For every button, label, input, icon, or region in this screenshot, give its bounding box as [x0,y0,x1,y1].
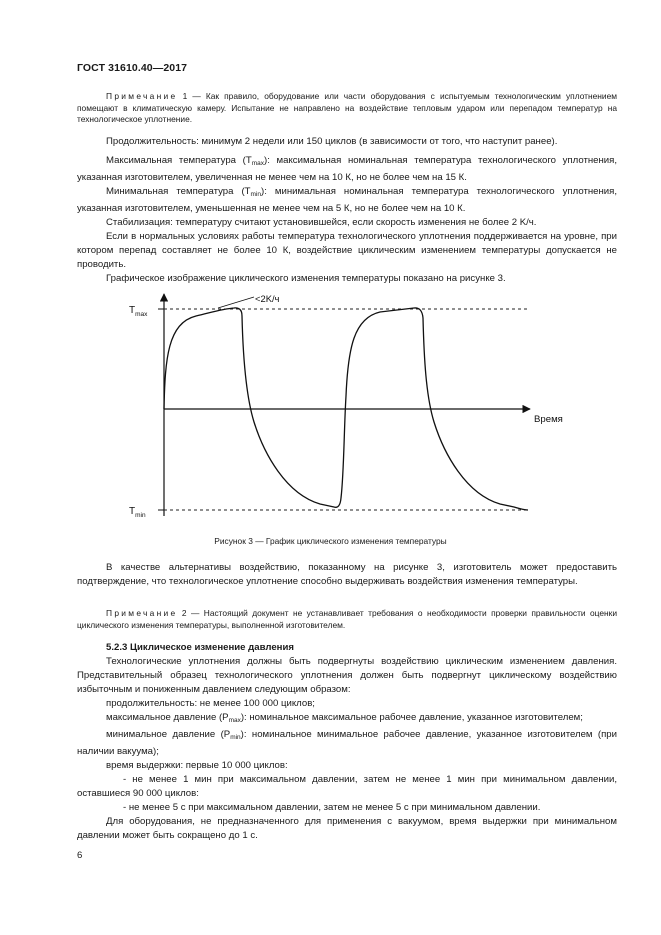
stabilization-paragraph: Стабилизация: температуру считают установившейся, если скорость изменения не более 2 K/ч. [106,217,537,228]
hold-time: время выдержки: первые 10 000 циклов: [106,760,288,771]
section-heading: 5.2.3 Циклическое изменение давления [106,642,294,653]
duration-paragraph: Продолжительность: минимум 2 недели или 150 циклов (в зависимости от того, что наступит ранее). [106,136,558,147]
note-1-text: 1 — Как правило, оборудование или части оборудования с испытуемым технологическим уплотнением помещают в климатическую камеру. Испытание не направлено на воздействие тепловым ударом или перепадом температур на технологическое уплотнение. [77,91,618,124]
section-intro: Технологические уплотнения должны быть подвергнуты воздействию циклическим изменением давления. Представительный образец технологического уплотнения должен быть подвергнут циклическому воздействию избыточным и пониженным давлением следующим образом: [77,656,617,695]
document-header: ГОСТ 31610.40—2017 [77,62,188,74]
note-1-label: Примечание [106,91,178,101]
note-2 [77,608,617,631]
tmin-label: $T_{min}$ [129,506,146,519]
temperature-cycle-chart [118,288,578,528]
tmin-paragraph: Минимальная температура $(T_{min})$: минимальная номинальная температура технологического уплотнения, указанная изготовителем, уменьшенная не менее чем на 5 К, но не более чем на 10 К. [77,186,617,214]
note-2-text: 2 — Настоящий документ не устанавливает требования о необходимости проверки правильности оценки циклического изменения температуры, выполненной изготовителем. [77,608,617,630]
tmax-paragraph: Максимальная температура $(T_{max})$: максимальная номинальная температура технологического уплотнения, указанная изготовителем, увеличенная не менее чем на 10 К, но не более чем на 15 К. [77,155,617,183]
rate-annotation: <2K/ч [255,293,280,304]
graph-reference-paragraph: Графическое изображение циклического изменения температуры показано на рисунке 3. [106,273,506,284]
pmax-paragraph: максимальное давление $(P_{max})$: номинальное максимальное рабочее давление, указанное изготовителем; [106,712,583,724]
x-axis-label: Время [534,414,563,425]
note-1 [77,91,617,126]
figure-caption: Рисунок 3 — График циклического изменения температуры [214,536,447,546]
normal-conditions-paragraph: Если в нормальных условиях работы температура технологического уплотнения поддерживается на уровне, при котором перепад составляет не более 10 К, воздействие циклическим изменением температуры допускается не проводить. [77,231,617,270]
section-5-2-3 [77,641,617,843]
temperature-paragraphs [77,135,617,286]
page-number: 6 [77,850,83,861]
pmin-paragraph: минимальное давление $(P_{min})$: номинальное минимальное рабочее давление, указанное изготовителем (при наличии вакуума); [77,729,617,757]
rate-annotation-line [218,297,254,308]
note-2-label: Примечание [106,608,178,618]
tmax-label: $T_{max}$ [129,305,148,318]
hold-bullet-1: - не менее 1 мин при максимальном давлении, затем не менее 1 мин при минимальном давлении, оставшиеся 90 000 циклов: [77,774,617,799]
alternative-paragraph: В качестве альтернативы воздействию, показанному на рисунке 3, изготовитель может предоставить подтверждение, что технологическое уплотнение способно выдерживать воздействия изменения температуры. [77,562,617,587]
hold-bullet-2: - не менее 5 с при максимальном давлении, затем не менее 5 с при минимальном давлении. [123,802,541,813]
pressure-duration: продолжительность: не менее 100 000 циклов; [106,698,315,709]
vacuum-paragraph: Для оборудования, не предназначенного для применения с вакуумом, время выдержки при минимальном давлении может быть сокращено до 1 с. [77,816,617,841]
